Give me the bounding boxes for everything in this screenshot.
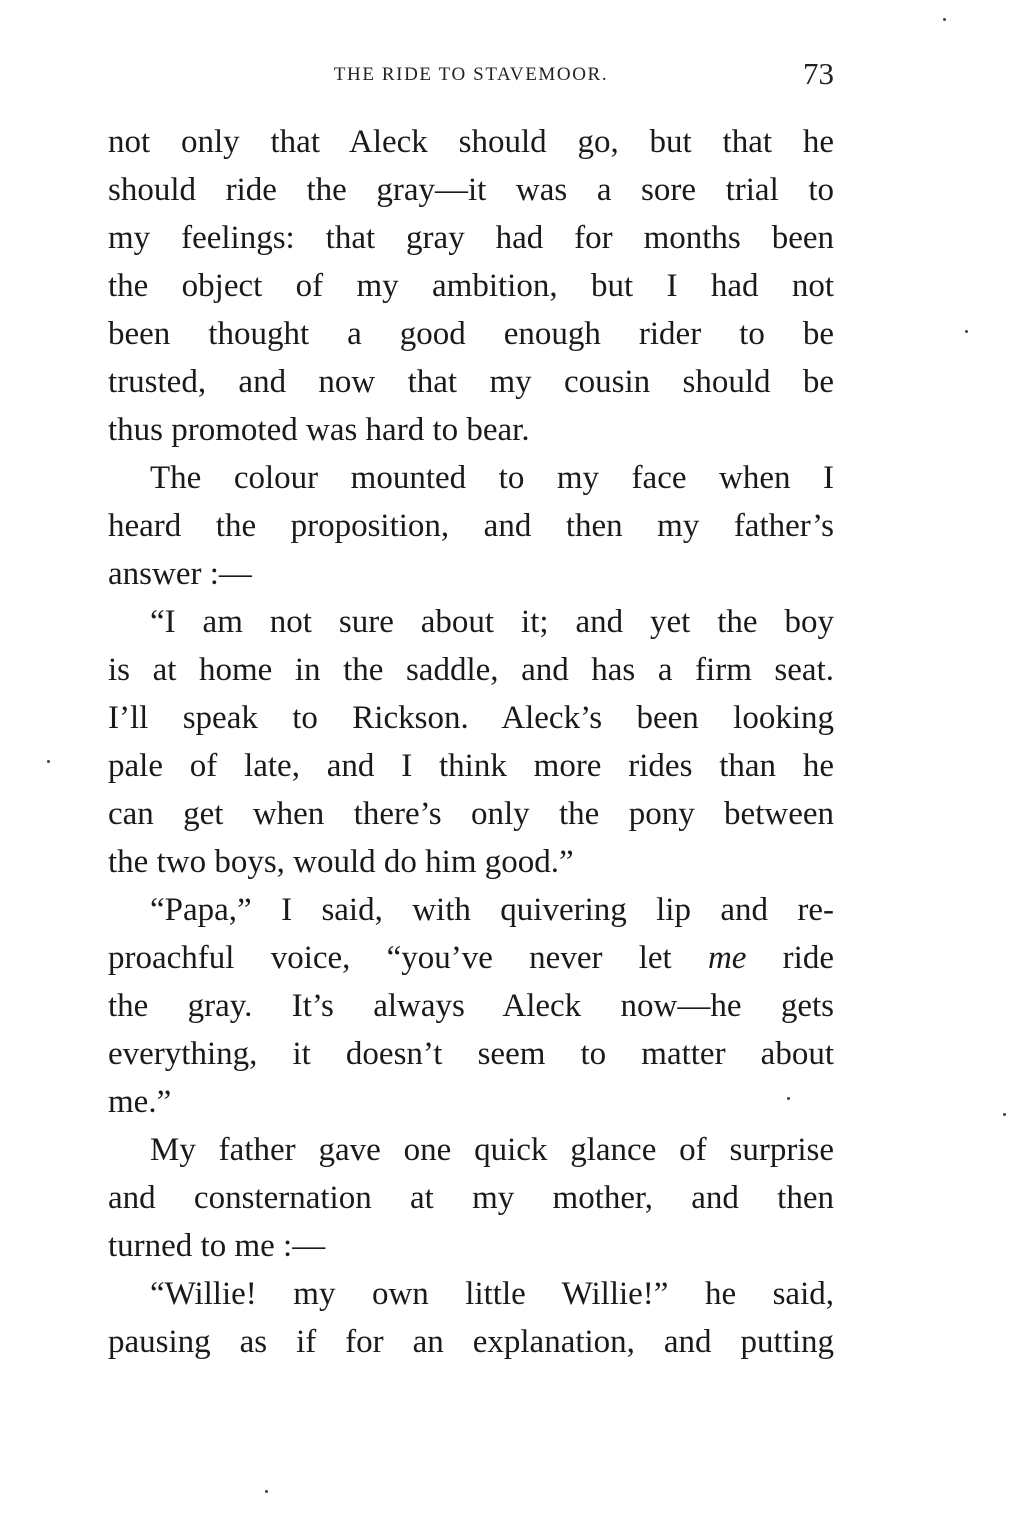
text-line: heard the proposition, and then my father’s (108, 508, 834, 544)
paragraph (108, 1126, 834, 1270)
text-line: “Willie! my own little Willie!” he said, (150, 1276, 834, 1312)
text-line: can get when there’s only the pony between (108, 796, 834, 832)
text-line: “Papa,” I said, with quivering lip and re- (150, 892, 834, 928)
emphasis: me (707, 940, 747, 976)
text-line: “I am not sure about it; and yet the boy (150, 604, 834, 640)
scan-speck (787, 1097, 790, 1100)
text-line: my feelings: that gray had for months been (108, 220, 834, 256)
text-line: I’ll speak to Rickson. Aleck’s been looking (108, 700, 834, 736)
text-line: the gray. It’s always Aleck now—he gets (108, 988, 834, 1024)
paragraph (108, 118, 834, 454)
text-line: and consternation at my mother, and then (108, 1180, 834, 1216)
text-line: answer :— (108, 556, 252, 592)
text-line: is at home in the saddle, and has a firm seat. (108, 652, 834, 688)
text-line: everything, it doesn’t seem to matter about (108, 1036, 834, 1072)
text-line: My father gave one quick glance of surprise (150, 1132, 834, 1168)
text-line: pausing as if for an explanation, and putting (108, 1324, 834, 1360)
paragraph (108, 454, 834, 598)
scan-speck (47, 760, 50, 763)
body-text (108, 118, 834, 1366)
running-title: THE RIDE TO STAVEMOOR. (333, 64, 609, 85)
scan-speck (965, 330, 968, 333)
text-line: me.” (108, 1084, 172, 1120)
text-line: thus promoted was hard to bear. (108, 412, 530, 448)
running-head (108, 56, 834, 96)
text-line: been thought a good enough rider to be (108, 316, 834, 352)
text-line: proachful voice, “you’ve never let me ride (108, 940, 834, 976)
text-line: The colour mounted to my face when I (150, 460, 834, 496)
page-number: 73 (803, 56, 834, 91)
paragraph (108, 598, 834, 886)
text-line: the two boys, would do him good.” (108, 844, 574, 880)
text-line: trusted, and now that my cousin should be (108, 364, 834, 400)
paragraph (108, 1270, 834, 1366)
text-line: the object of my ambition, but I had not (108, 268, 834, 304)
text-line: pale of late, and I think more rides than he (108, 748, 834, 784)
text-line: should ride the gray—it was a sore trial to (108, 172, 834, 208)
text-line: not only that Aleck should go, but that he (108, 124, 834, 160)
scan-speck (943, 18, 946, 21)
paragraph (108, 886, 834, 1126)
scan-speck (1003, 1113, 1006, 1116)
text-line: turned to me :— (108, 1228, 326, 1264)
scan-speck (265, 1490, 268, 1493)
